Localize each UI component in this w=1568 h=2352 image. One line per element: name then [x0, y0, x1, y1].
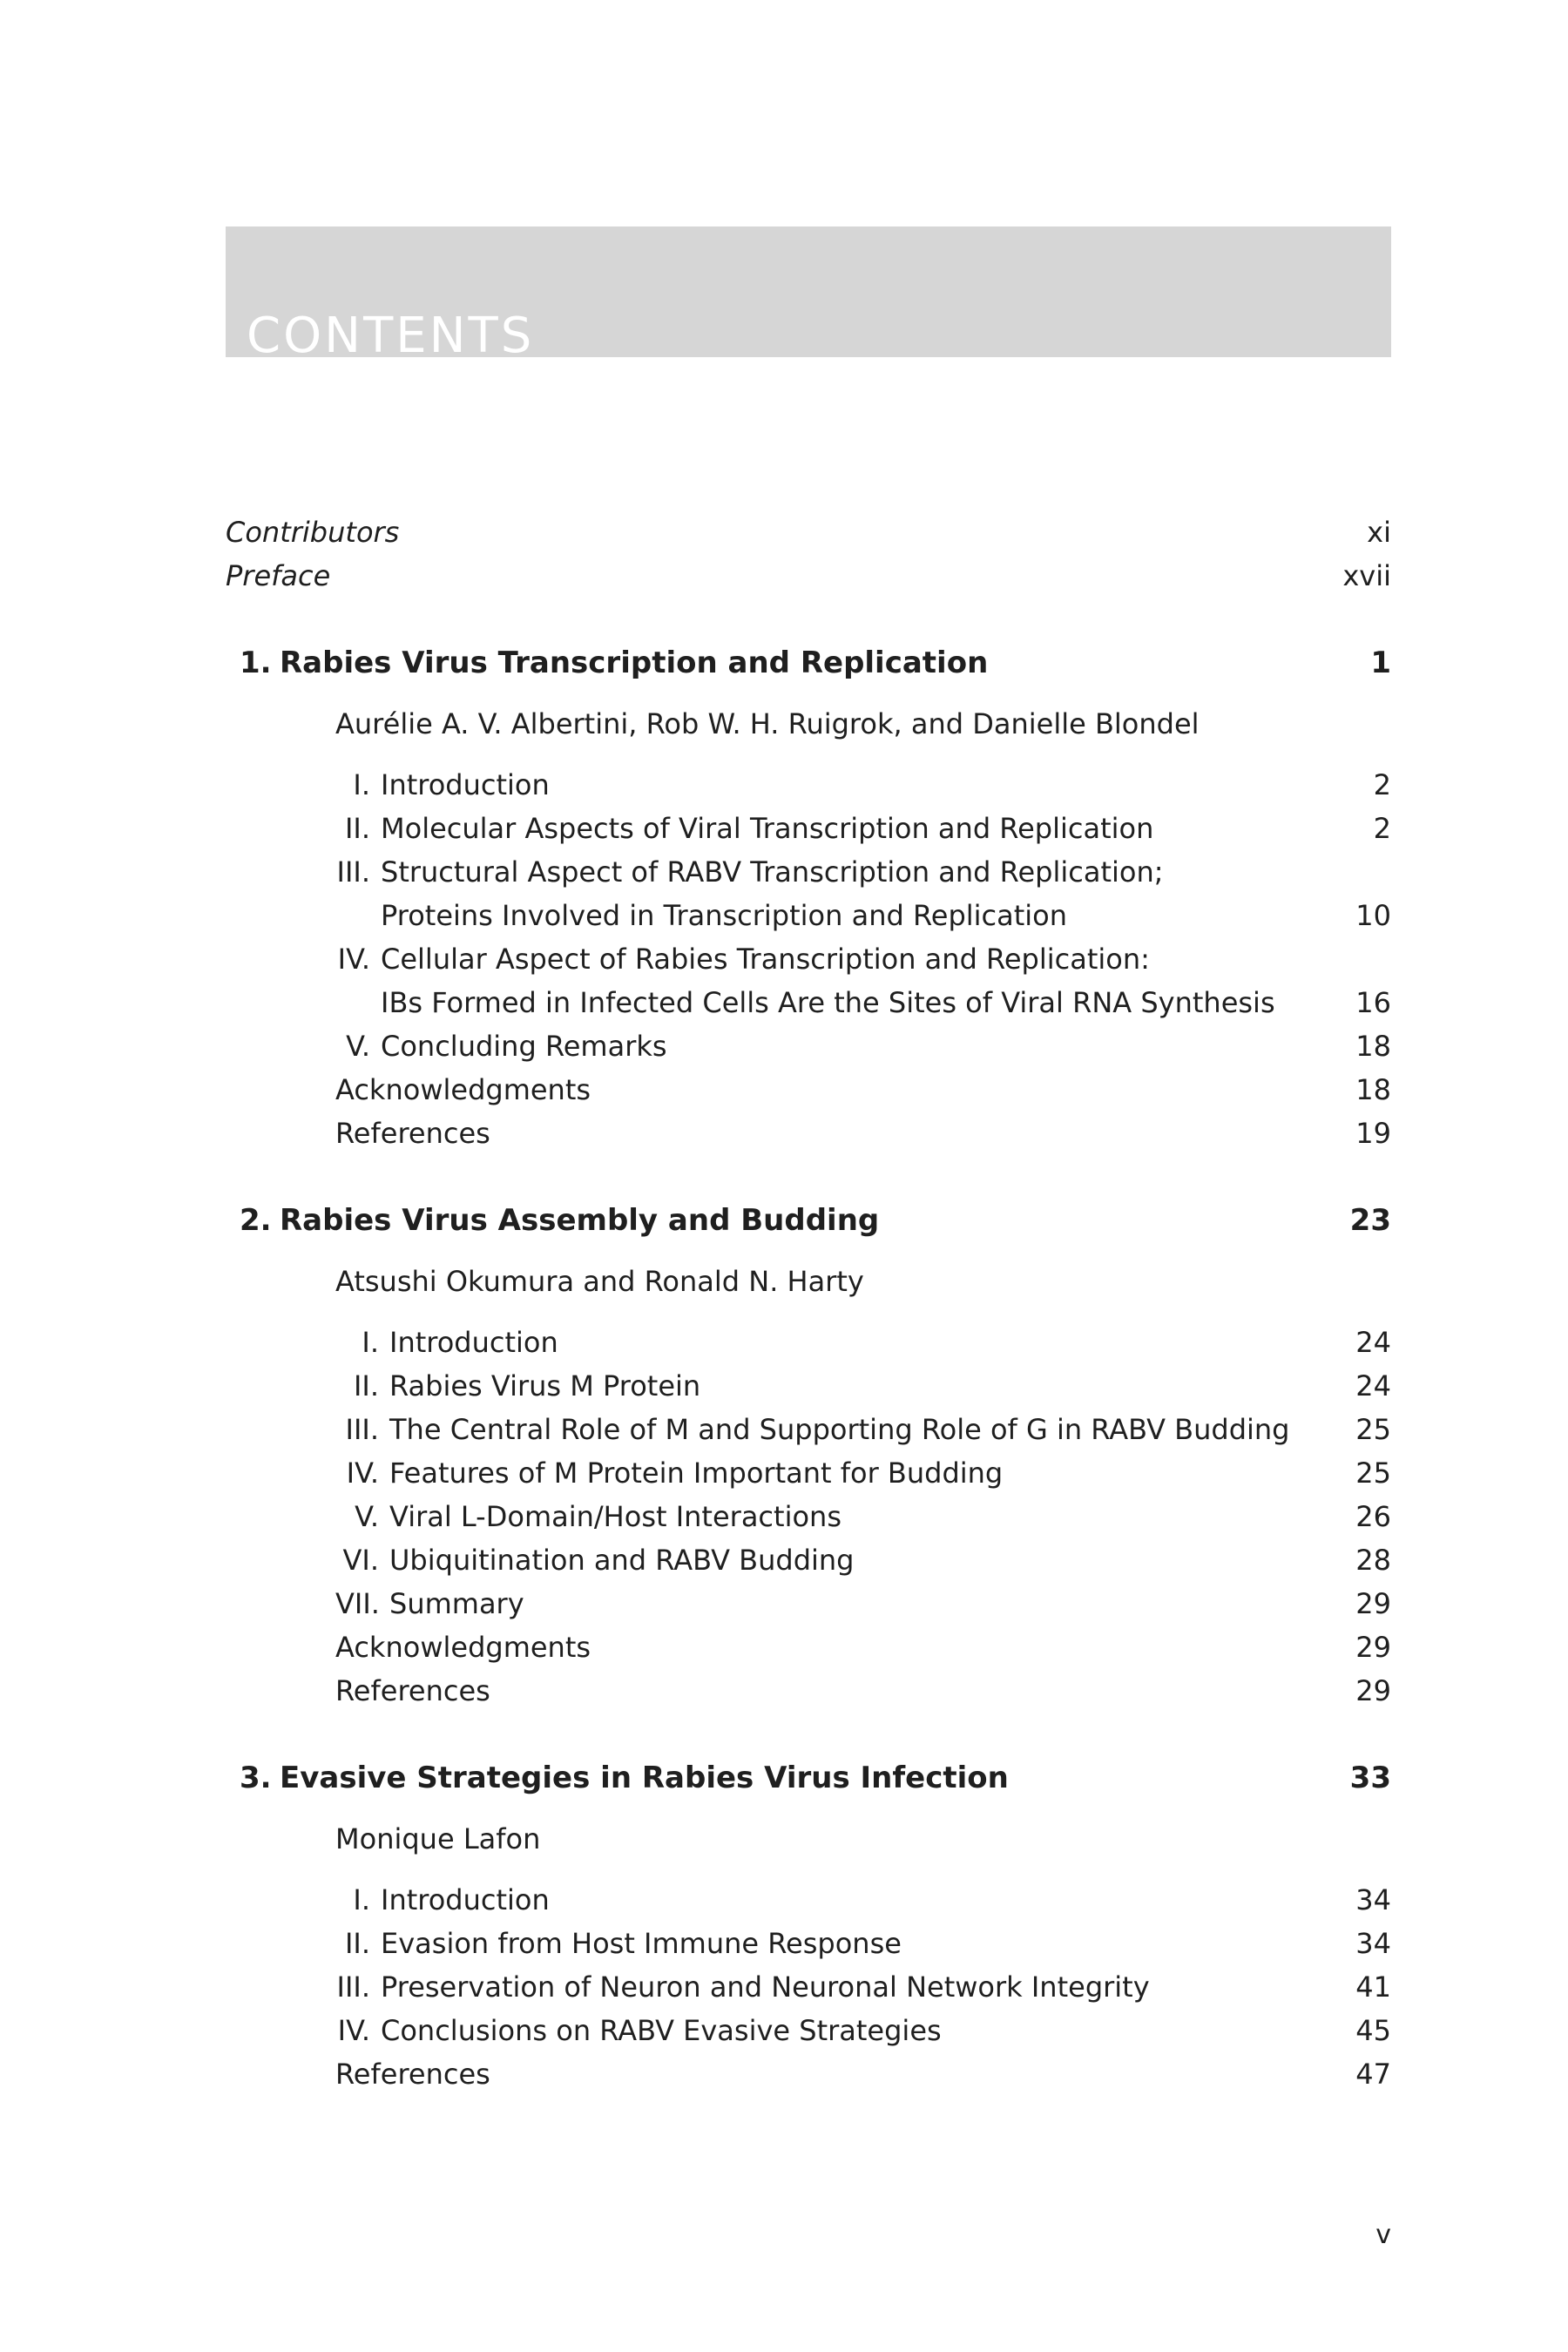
chapter-page-number: 23 — [1349, 1203, 1391, 1238]
chapter-number: 3. — [240, 1761, 272, 1795]
section-title: Concluding Remarks — [381, 1030, 667, 1063]
toc-section-entry[interactable] — [226, 937, 1391, 981]
section-title: Acknowledgments — [335, 1073, 591, 1106]
toc-section-entry[interactable] — [226, 1408, 1391, 1451]
section-page-number: 18 — [1355, 1030, 1391, 1063]
toc-acknowledgments-entry[interactable] — [226, 1068, 1391, 1112]
toc-section-entry[interactable] — [226, 850, 1391, 894]
toc-section-entry[interactable] — [226, 1364, 1391, 1408]
toc-acknowledgments-entry[interactable] — [226, 1625, 1391, 1669]
page-folio: v — [1375, 2220, 1391, 2250]
section-number: III. — [345, 1413, 379, 1446]
section-number: III. — [336, 855, 370, 889]
chapter-number: 2. — [240, 1203, 272, 1238]
toc-entry-label: Contributors — [226, 516, 400, 549]
section-page-number: 41 — [1355, 1970, 1391, 2004]
section-page-number: 24 — [1355, 1369, 1391, 1402]
section-title: References — [335, 1674, 490, 1707]
section-number: I. — [362, 1326, 379, 1359]
section-title: References — [335, 1117, 490, 1150]
section-number: II. — [353, 1369, 379, 1402]
section-title: Introduction — [389, 1326, 558, 1359]
section-number: I. — [353, 1883, 370, 1916]
section-number: II. — [344, 812, 370, 845]
section-title: Molecular Aspects of Viral Transcription and Replication — [381, 812, 1154, 845]
section-page-number: 34 — [1355, 1883, 1391, 1916]
section-page-number: 25 — [1355, 1456, 1391, 1490]
toc-section-entry[interactable] — [226, 1321, 1391, 1364]
section-page-number: 45 — [1355, 2014, 1391, 2047]
section-title: Conclusions on RABV Evasive Strategies — [381, 2014, 942, 2047]
toc-section-entry[interactable] — [226, 763, 1391, 807]
chapter-title: Rabies Virus Transcription and Replication — [280, 645, 989, 680]
section-title: Evasion from Host Immune Response — [381, 1927, 902, 1960]
toc-section-entry-continued[interactable] — [226, 894, 1391, 937]
section-title: Features of M Protein Important for Budding — [389, 1456, 1004, 1490]
chapter-page-number: 1 — [1370, 645, 1391, 680]
section-number: IV. — [346, 1456, 379, 1490]
chapter-heading-1[interactable] — [226, 641, 1391, 685]
section-page-number: 34 — [1355, 1927, 1391, 1960]
chapter-page-number: 33 — [1349, 1761, 1391, 1795]
toc-section-entry[interactable] — [226, 1024, 1391, 1068]
toc-section-entry[interactable] — [226, 1538, 1391, 1582]
section-title: References — [335, 2058, 490, 2091]
toc-entry-label: Preface — [226, 559, 331, 592]
contents-header-band — [226, 226, 1391, 364]
section-page-number: 26 — [1355, 1500, 1391, 1533]
table-of-contents — [226, 510, 1391, 2096]
chapter-heading-3[interactable] — [226, 1756, 1391, 1800]
section-page-number: 28 — [1355, 1544, 1391, 1577]
section-title: Introduction — [381, 768, 550, 801]
section-title: Summary — [389, 1587, 524, 1620]
toc-section-entry[interactable] — [226, 1451, 1391, 1495]
section-page-number: 2 — [1373, 768, 1391, 801]
page-title: CONTENTS — [247, 308, 535, 364]
toc-section-entry[interactable] — [226, 1582, 1391, 1625]
section-title-continued: Proteins Involved in Transcription and Replication — [381, 899, 1068, 932]
toc-page-number: xi — [1367, 516, 1391, 549]
toc-page-number: xvii — [1342, 559, 1391, 592]
section-title: Introduction — [381, 1883, 550, 1916]
section-number: VII. — [335, 1587, 380, 1620]
toc-section-entry[interactable] — [226, 2009, 1391, 2052]
section-number: V. — [355, 1500, 379, 1533]
section-page-number: 19 — [1355, 1117, 1391, 1150]
section-number: V. — [346, 1030, 370, 1063]
section-title: Preservation of Neuron and Neuronal Network Integrity — [381, 1970, 1150, 2004]
section-page-number: 29 — [1355, 1631, 1391, 1664]
section-title: Rabies Virus M Protein — [389, 1369, 701, 1402]
toc-section-entry[interactable] — [226, 807, 1391, 850]
chapter-authors: Monique Lafon — [335, 1822, 541, 1855]
toc-section-entry[interactable] — [226, 1878, 1391, 1922]
section-page-number: 25 — [1355, 1413, 1391, 1446]
section-title: Ubiquitination and RABV Budding — [389, 1544, 855, 1577]
toc-references-entry[interactable] — [226, 2052, 1391, 2096]
chapter-authors: Atsushi Okumura and Ronald N. Harty — [335, 1265, 864, 1298]
chapter-authors: Aurélie A. V. Albertini, Rob W. H. Ruigrok, and Danielle Blondel — [335, 707, 1200, 740]
toc-references-entry[interactable] — [226, 1112, 1391, 1155]
section-title: Viral L-Domain/Host Interactions — [389, 1500, 841, 1533]
section-page-number: 29 — [1355, 1674, 1391, 1707]
section-number: IV. — [337, 943, 370, 976]
section-title: The Central Role of M and Supporting Role of G in RABV Budding — [389, 1413, 1290, 1446]
section-title: Cellular Aspect of Rabies Transcription and Replication: — [381, 943, 1150, 976]
section-page-number: 16 — [1355, 986, 1391, 1019]
section-page-number: 2 — [1373, 812, 1391, 845]
section-number: IV. — [337, 2014, 370, 2047]
toc-section-entry-continued[interactable] — [226, 981, 1391, 1024]
section-page-number: 47 — [1355, 2058, 1391, 2091]
chapter-title: Evasive Strategies in Rabies Virus Infection — [280, 1761, 1009, 1795]
section-number: VI. — [342, 1544, 379, 1577]
toc-entry-contributors[interactable] — [226, 510, 1391, 554]
toc-section-entry[interactable] — [226, 1495, 1391, 1538]
chapter-number: 1. — [240, 645, 272, 680]
toc-section-entry[interactable] — [226, 1965, 1391, 2009]
section-page-number: 18 — [1355, 1073, 1391, 1106]
section-page-number: 24 — [1355, 1326, 1391, 1359]
section-title: Structural Aspect of RABV Transcription and Replication; — [381, 855, 1164, 889]
section-number: II. — [344, 1927, 370, 1960]
toc-references-entry[interactable] — [226, 1669, 1391, 1713]
section-page-number: 10 — [1355, 899, 1391, 932]
chapter-title: Rabies Virus Assembly and Budding — [280, 1203, 880, 1238]
section-title-continued: IBs Formed in Infected Cells Are the Sites of Viral RNA Synthesis — [381, 986, 1275, 1019]
section-title: Acknowledgments — [335, 1631, 591, 1664]
chapter-heading-2[interactable] — [226, 1199, 1391, 1242]
section-page-number: 29 — [1355, 1587, 1391, 1620]
toc-entry-preface[interactable] — [226, 554, 1391, 598]
section-number: I. — [353, 768, 370, 801]
toc-section-entry[interactable] — [226, 1922, 1391, 1965]
section-number: III. — [336, 1970, 370, 2004]
